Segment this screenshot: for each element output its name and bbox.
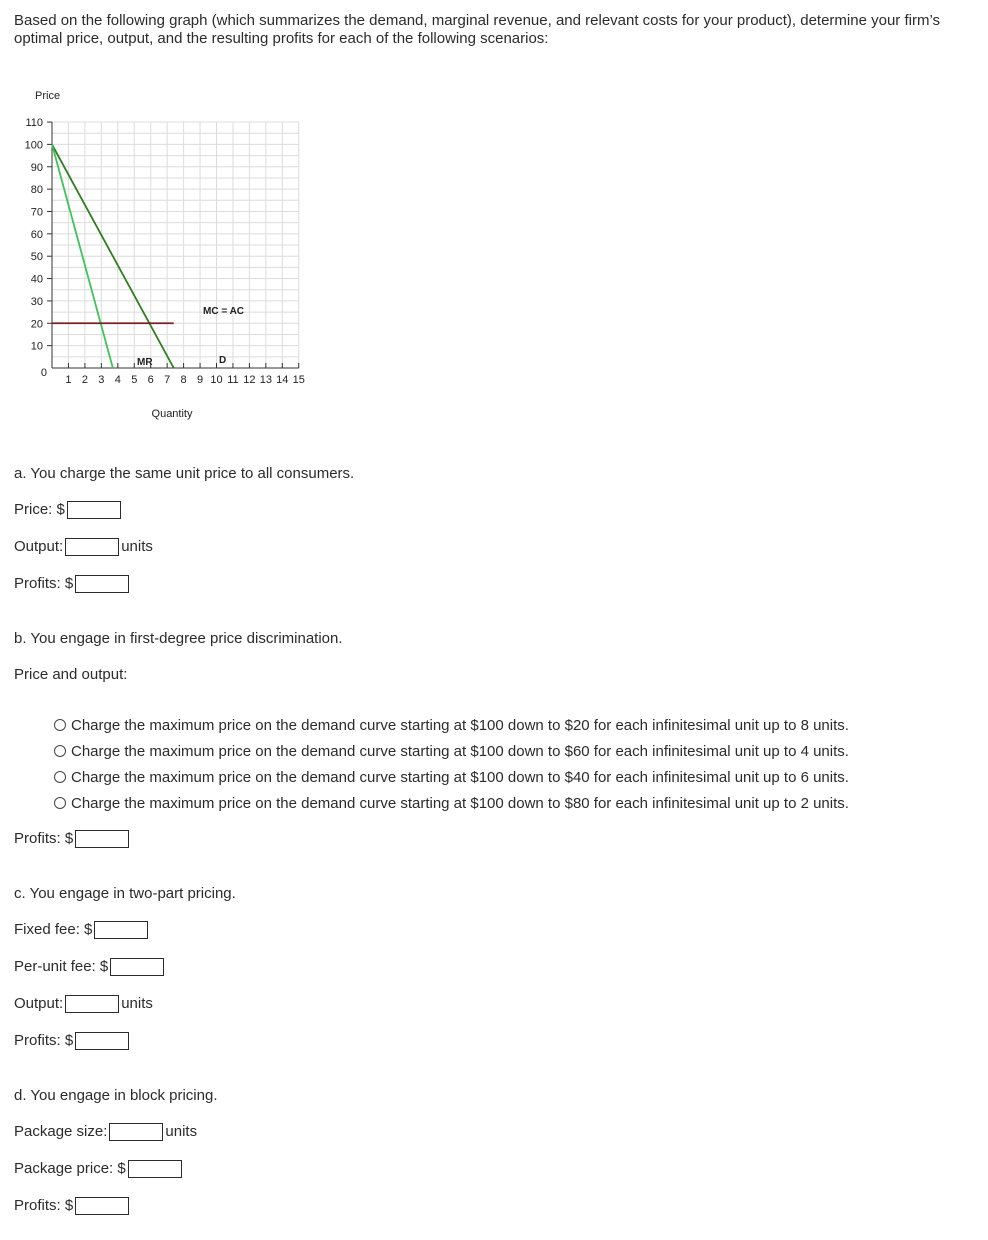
- y-tick-label: 80: [30, 184, 43, 197]
- per-unit-fee-label: Per-unit fee: $: [14, 958, 109, 975]
- x-tick-label: 12: [243, 374, 256, 386]
- demand-cost-chart: [0, 80, 330, 430]
- x-tick-label: 11: [227, 374, 239, 386]
- x-tick-label: 3: [98, 374, 105, 386]
- part-c-profits-row: [14, 1032, 131, 1050]
- y-tick-label: 0: [40, 367, 47, 379]
- radio-circle-icon[interactable]: [54, 745, 66, 757]
- radio-option[interactable]: [54, 769, 849, 795]
- part-c-profits-input[interactable]: [75, 1032, 129, 1050]
- part-c-output-row: [14, 995, 153, 1013]
- x-tick-label: 14: [276, 374, 289, 386]
- part-c-fixed-fee-input[interactable]: [94, 921, 148, 939]
- part-a-profits-row: [14, 575, 131, 593]
- profits-label: Profits: $: [14, 1197, 74, 1214]
- part-d-package-price-input[interactable]: [128, 1160, 182, 1178]
- part-d-package-price-row: [14, 1160, 184, 1178]
- problem-intro: Based on the following graph (which summarizes the demand, marginal revenue, and relevant costs for your product), determine your firm’s optimal price, output, and the resulting profits for each of the following scenarios:: [14, 12, 941, 47]
- radio-option[interactable]: [54, 795, 849, 821]
- profits-label: Profits: $: [14, 575, 74, 592]
- x-tick-label: 9: [196, 374, 204, 386]
- mr-curve-label: MR: [137, 357, 153, 368]
- x-tick-label: 8: [180, 374, 187, 386]
- part-a-output-input[interactable]: [65, 538, 119, 556]
- option-label: Charge the maximum price on the demand curve starting at $100 down to $60 for each infinitesimal unit up to 4 units.: [71, 743, 849, 760]
- part-d-package-size-input[interactable]: [109, 1123, 163, 1141]
- profits-label: Profits: $: [14, 1032, 74, 1049]
- x-tick-label: 10: [210, 374, 223, 386]
- chart-grid: [52, 122, 299, 368]
- part-d-profits-row: [14, 1197, 131, 1215]
- package-size-label: Package size:: [14, 1123, 108, 1140]
- part-a-output-row: [14, 538, 153, 556]
- radio-option[interactable]: [54, 743, 849, 769]
- part-b-profits-row: [14, 830, 131, 848]
- y-tick-label: 10: [30, 340, 43, 353]
- y-tick-label: 110: [25, 117, 43, 130]
- part-d-heading: d. You engage in block pricing.: [14, 1087, 218, 1104]
- chart-y-label: Price: [35, 90, 61, 102]
- output-label: Output:: [14, 995, 64, 1012]
- units-label: units: [165, 1123, 198, 1140]
- units-label: units: [121, 538, 153, 555]
- chart-x-label: Quantity: [151, 408, 193, 420]
- part-b-subheading: Price and output:: [14, 666, 128, 683]
- part-c-heading: c. You engage in two-part pricing.: [14, 885, 236, 902]
- package-price-label: Package price: $: [14, 1160, 126, 1177]
- x-tick-label: 13: [259, 374, 272, 386]
- part-c-fixed-fee-row: [14, 921, 150, 939]
- x-tick-label: 5: [131, 374, 138, 386]
- x-tick-label: 2: [81, 374, 88, 386]
- y-tick-label: 50: [30, 251, 43, 264]
- part-b-options: [54, 717, 849, 821]
- x-tick-label: 7: [164, 374, 171, 386]
- part-a-profits-input[interactable]: [75, 575, 129, 593]
- y-tick-label: 90: [30, 161, 43, 174]
- part-d-profits-input[interactable]: [75, 1197, 129, 1215]
- radio-option[interactable]: [54, 717, 849, 743]
- price-label: Price: $: [14, 501, 65, 518]
- demand-curve-label: D: [219, 355, 227, 366]
- part-c-per-unit-row: [14, 958, 166, 976]
- y-tick-label: 20: [30, 318, 43, 331]
- output-label: Output:: [14, 538, 64, 555]
- part-a-price-input[interactable]: [67, 501, 121, 519]
- x-tick-label: 1: [65, 374, 72, 386]
- option-label: Charge the maximum price on the demand curve starting at $100 down to $40 for each infinitesimal unit up to 6 units.: [71, 769, 849, 786]
- y-tick-label: 100: [24, 139, 43, 152]
- x-tick-label: 4: [114, 374, 121, 386]
- fixed-fee-label: Fixed fee: $: [14, 921, 93, 938]
- part-b-profits-input[interactable]: [75, 830, 129, 848]
- y-tick-label: 40: [30, 273, 43, 286]
- y-tick-label: 60: [30, 228, 43, 241]
- part-c-output-input[interactable]: [65, 995, 119, 1013]
- x-tick-label: 6: [147, 374, 154, 386]
- profits-label: Profits: $: [14, 830, 74, 847]
- radio-circle-icon[interactable]: [54, 719, 66, 731]
- part-c-per-unit-input[interactable]: [110, 958, 164, 976]
- y-tick-label: 30: [30, 295, 43, 308]
- part-a-heading: a. You charge the same unit price to all consumers.: [14, 465, 355, 482]
- part-d-package-size-row: [14, 1123, 197, 1141]
- option-label: Charge the maximum price on the demand curve starting at $100 down to $80 for each infinitesimal unit up to 2 units.: [71, 795, 849, 812]
- option-label: Charge the maximum price on the demand curve starting at $100 down to $20 for each infinitesimal unit up to 8 units.: [71, 717, 849, 734]
- radio-circle-icon[interactable]: [54, 771, 66, 783]
- units-label: units: [121, 995, 153, 1012]
- x-tick-label: 15: [292, 374, 305, 386]
- mc-ac-label: MC = AC: [203, 306, 245, 317]
- y-tick-label: 70: [30, 206, 43, 219]
- radio-circle-icon[interactable]: [54, 797, 66, 809]
- part-b-heading: b. You engage in first-degree price discrimination.: [14, 630, 343, 647]
- part-a-price-row: [14, 501, 123, 519]
